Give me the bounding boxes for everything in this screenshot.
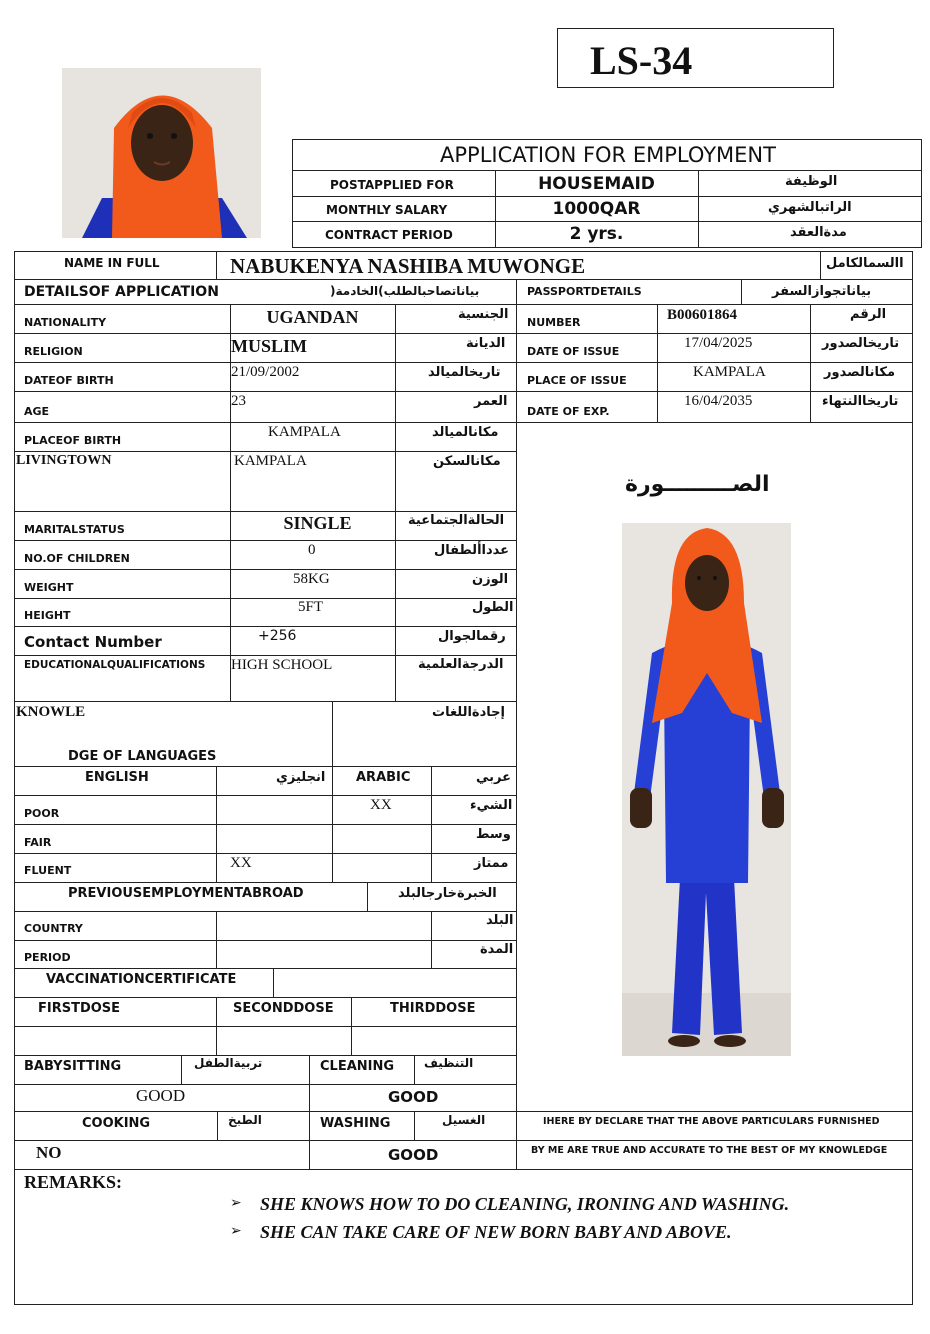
height-value: 5FT bbox=[298, 599, 324, 615]
divider bbox=[14, 1084, 516, 1085]
issue-date-arabic: تاريخالصدور bbox=[822, 336, 900, 351]
english-header: ENGLISH bbox=[85, 770, 149, 785]
divider bbox=[217, 1111, 218, 1140]
passport-label: PASSPORTDETAILS bbox=[527, 285, 642, 298]
form-title: APPLICATION FOR EMPLOYMENT bbox=[440, 143, 776, 167]
marital-value: SINGLE bbox=[283, 513, 352, 533]
contract-arabic: مدةالعقد bbox=[790, 225, 847, 240]
divider bbox=[395, 304, 396, 701]
post-arabic: الوظيفة bbox=[785, 174, 838, 189]
divider bbox=[516, 1140, 913, 1141]
divider bbox=[181, 1055, 182, 1084]
divider bbox=[516, 422, 517, 1113]
fluent-label: FLUENT bbox=[24, 864, 72, 877]
divider bbox=[216, 997, 217, 1055]
poor-label: POOR bbox=[24, 807, 60, 820]
employment-arabic: الخبرةخارجالبلد bbox=[398, 886, 497, 901]
expiry-arabic: تاريخاالنتهاء bbox=[822, 394, 899, 409]
poor-ar: الشيء bbox=[470, 798, 513, 813]
employment-label: PREVIOUSEMPLOYMENTABROAD bbox=[68, 886, 304, 901]
remarks-bullet-icon: ➢ bbox=[230, 1223, 242, 1239]
third-dose: THIRDDOSE bbox=[390, 1001, 476, 1016]
divider bbox=[414, 1111, 415, 1140]
period-label: PERIOD bbox=[24, 951, 71, 964]
issue-place-value: KAMPALA bbox=[693, 364, 766, 380]
salary-value: 1000QAR bbox=[552, 199, 641, 219]
divider bbox=[367, 882, 368, 911]
divider bbox=[14, 511, 516, 512]
fluent-english: XX bbox=[230, 855, 252, 871]
details-label: DETAILSOF APPLICATION bbox=[24, 284, 219, 300]
divider bbox=[14, 451, 516, 452]
babysitting-value: GOOD bbox=[136, 1086, 186, 1105]
declaration-line-2: BY ME ARE TRUE AND ACCURATE TO THE BEST OF MY KNOWLEDGE bbox=[531, 1145, 888, 1156]
divider bbox=[14, 304, 913, 305]
height-label: HEIGHT bbox=[24, 609, 71, 622]
passport-number-arabic: الرقم bbox=[850, 307, 887, 322]
birthplace-arabic: مكانالميالد bbox=[432, 425, 499, 440]
languages-arabic: إجادةاللغات bbox=[432, 705, 505, 720]
divider bbox=[332, 701, 333, 766]
children-label: NO.OF CHILDREN bbox=[24, 552, 130, 565]
washing-arabic: الغسيل bbox=[442, 1113, 486, 1127]
poor-arabic: XX bbox=[370, 797, 392, 813]
divider bbox=[14, 569, 516, 570]
nationality-value: UGANDAN bbox=[266, 307, 359, 327]
second-dose: SECONDDOSE bbox=[233, 1001, 334, 1016]
contact-arabic: رقمالجوال bbox=[438, 629, 506, 644]
birthplace-value: KAMPALA bbox=[268, 424, 341, 440]
divider bbox=[14, 279, 913, 280]
religion-value: MUSLIM bbox=[231, 336, 307, 356]
expiry-label: DATE OF EXP. bbox=[527, 405, 610, 418]
contract-value: 2 yrs. bbox=[569, 224, 624, 244]
post-value: HOUSEMAID bbox=[538, 174, 655, 194]
divider bbox=[14, 882, 516, 883]
fair-label: FAIR bbox=[24, 836, 52, 849]
vaccination-label: VACCINATIONCERTIFICATE bbox=[46, 972, 237, 987]
divider bbox=[516, 279, 517, 424]
full-body-photo bbox=[622, 523, 791, 1056]
expiry-value: 16/04/2035 bbox=[684, 393, 753, 409]
country-label: COUNTRY bbox=[24, 922, 83, 935]
divider bbox=[14, 333, 516, 334]
religion-arabic: الديانة bbox=[466, 336, 506, 351]
living-arabic: مكانالسكن bbox=[433, 454, 501, 469]
divider bbox=[14, 968, 516, 969]
dob-arabic: تاريخالميالد bbox=[428, 365, 501, 380]
english-header-arabic: انجليزي bbox=[276, 770, 326, 785]
weight-arabic: الوزن bbox=[472, 572, 509, 587]
ref-code: LS-34 bbox=[590, 38, 693, 83]
divider bbox=[14, 1111, 913, 1112]
country-arabic: البلد bbox=[486, 913, 514, 928]
header-row-divider bbox=[292, 170, 922, 171]
divider bbox=[14, 853, 516, 854]
divider bbox=[14, 391, 516, 392]
children-value: 0 bbox=[308, 542, 316, 558]
contract-label: CONTRACT PERIOD bbox=[325, 228, 453, 242]
divider bbox=[516, 333, 913, 334]
age-value: 23 bbox=[231, 393, 246, 409]
fluent-ar: ممتاز bbox=[474, 856, 509, 871]
divider bbox=[657, 304, 658, 422]
divider bbox=[14, 626, 516, 627]
nationality-arabic: الجنسية bbox=[458, 307, 509, 322]
living-label: LIVINGTOWN bbox=[16, 453, 112, 468]
divider bbox=[216, 251, 217, 279]
contact-value: +256 bbox=[258, 628, 297, 644]
divider bbox=[14, 540, 516, 541]
birthplace-label: PLACEOF BIRTH bbox=[24, 434, 122, 447]
age-arabic: العمر bbox=[474, 394, 508, 409]
portrait-photo bbox=[62, 68, 261, 238]
arabic-header: ARABIC bbox=[356, 770, 411, 785]
education-value: HIGH SCHOOL bbox=[231, 657, 333, 673]
issue-place-arabic: مكانالصدور bbox=[824, 365, 896, 380]
divider bbox=[14, 795, 516, 796]
divider bbox=[820, 251, 821, 279]
salary-label: MONTHLY SALARY bbox=[326, 203, 448, 217]
education-label: EDUCATIONALQUALIFICATIONS bbox=[24, 659, 206, 671]
dob-value: 21/09/2002 bbox=[231, 364, 300, 380]
header-row-divider bbox=[292, 196, 922, 197]
salary-arabic: الراتبالشهري bbox=[768, 200, 852, 215]
divider bbox=[14, 824, 516, 825]
divider bbox=[14, 997, 516, 998]
marital-label: MARITALSTATUS bbox=[24, 523, 125, 536]
contact-label: Contact Number bbox=[24, 633, 162, 651]
remarks-item: SHE CAN TAKE CARE OF NEW BORN BABY AND ABOVE. bbox=[260, 1222, 732, 1242]
living-value: KAMPALA bbox=[234, 453, 307, 469]
name-label: NAME IN FULL bbox=[64, 256, 160, 270]
divider bbox=[516, 391, 913, 392]
divider bbox=[351, 997, 352, 1055]
languages-title-1: KNOWLE bbox=[16, 704, 86, 720]
divider bbox=[516, 1111, 517, 1169]
declaration-line-1: IHERE BY DECLARE THAT THE ABOVE PARTICULARS FURNISHED bbox=[543, 1116, 880, 1127]
fair-ar: وسط bbox=[476, 827, 511, 842]
passport-arabic: بياناتجوازالسفر bbox=[772, 284, 872, 299]
divider bbox=[14, 1026, 516, 1027]
issue-date-label: DATE OF ISSUE bbox=[527, 345, 620, 358]
washing-label: WASHING bbox=[320, 1116, 391, 1131]
education-arabic: الدرجةالعلمية bbox=[418, 657, 504, 672]
cooking-label: COOKING bbox=[82, 1116, 151, 1131]
post-label: POSTAPPLIED FOR bbox=[330, 178, 454, 192]
details-arabic: بياناتصاحبالطلب)الخادمة( bbox=[330, 284, 480, 298]
height-arabic: الطول bbox=[472, 600, 514, 615]
babysitting-arabic: تربيةالطفل bbox=[194, 1056, 263, 1070]
cooking-value: NO bbox=[36, 1143, 62, 1162]
divider bbox=[741, 279, 742, 304]
period-arabic: المدة bbox=[480, 942, 514, 957]
cleaning-label: CLEANING bbox=[320, 1059, 395, 1074]
remarks-item: SHE KNOWS HOW TO DO CLEANING, IRONING AND WASHING. bbox=[260, 1194, 790, 1214]
divider bbox=[431, 911, 432, 968]
divider bbox=[810, 304, 811, 422]
marital-arabic: الحالةالجتماعية bbox=[408, 513, 505, 528]
divider bbox=[14, 911, 516, 912]
issue-place-label: PLACE OF ISSUE bbox=[527, 374, 627, 387]
issue-date-value: 17/04/2025 bbox=[684, 335, 753, 351]
full-body-image bbox=[622, 523, 791, 1056]
divider bbox=[14, 655, 516, 656]
babysitting-label: BABYSITTING bbox=[24, 1059, 122, 1074]
divider bbox=[14, 362, 516, 363]
divider bbox=[14, 1169, 913, 1170]
weight-value: 58KG bbox=[293, 571, 330, 587]
divider bbox=[309, 1055, 310, 1169]
photo-caption: الصـــــــــورة bbox=[625, 472, 770, 497]
religion-label: RELIGION bbox=[24, 345, 83, 358]
divider bbox=[14, 940, 516, 941]
divider bbox=[216, 911, 217, 968]
passport-number-label: NUMBER bbox=[527, 316, 581, 329]
languages-title-2: DGE OF LANGUAGES bbox=[68, 749, 217, 764]
dob-label: DATEOF BIRTH bbox=[24, 374, 114, 387]
children-arabic: عدداألطفال bbox=[434, 543, 510, 558]
divider bbox=[14, 766, 516, 767]
cleaning-arabic: التنظيف bbox=[424, 1056, 474, 1070]
divider bbox=[14, 598, 516, 599]
divider bbox=[14, 701, 516, 702]
divider bbox=[14, 422, 913, 423]
nationality-label: NATIONALITY bbox=[24, 316, 107, 329]
washing-value: GOOD bbox=[388, 1146, 439, 1164]
arabic-header-arabic: عربي bbox=[476, 770, 512, 785]
passport-number-value: B00601864 bbox=[667, 307, 738, 323]
name-arabic: االسمالكامل bbox=[826, 256, 904, 271]
weight-label: WEIGHT bbox=[24, 581, 74, 594]
divider bbox=[273, 968, 274, 997]
divider bbox=[414, 1055, 415, 1084]
cleaning-value: GOOD bbox=[388, 1088, 439, 1106]
remarks-label: REMARKS: bbox=[24, 1172, 122, 1192]
age-label: AGE bbox=[24, 405, 50, 418]
name-value: NABUKENYA NASHIBA MUWONGE bbox=[230, 254, 586, 278]
header-row-divider bbox=[292, 221, 922, 222]
divider bbox=[14, 1140, 516, 1141]
first-dose: FIRSTDOSE bbox=[38, 1001, 121, 1016]
remarks-bullet-icon: ➢ bbox=[230, 1195, 242, 1211]
cooking-arabic: الطبخ bbox=[228, 1113, 262, 1127]
divider bbox=[516, 362, 913, 363]
ref-code-box bbox=[557, 28, 834, 88]
portrait-image bbox=[62, 68, 261, 238]
header-col-divider bbox=[698, 170, 699, 248]
